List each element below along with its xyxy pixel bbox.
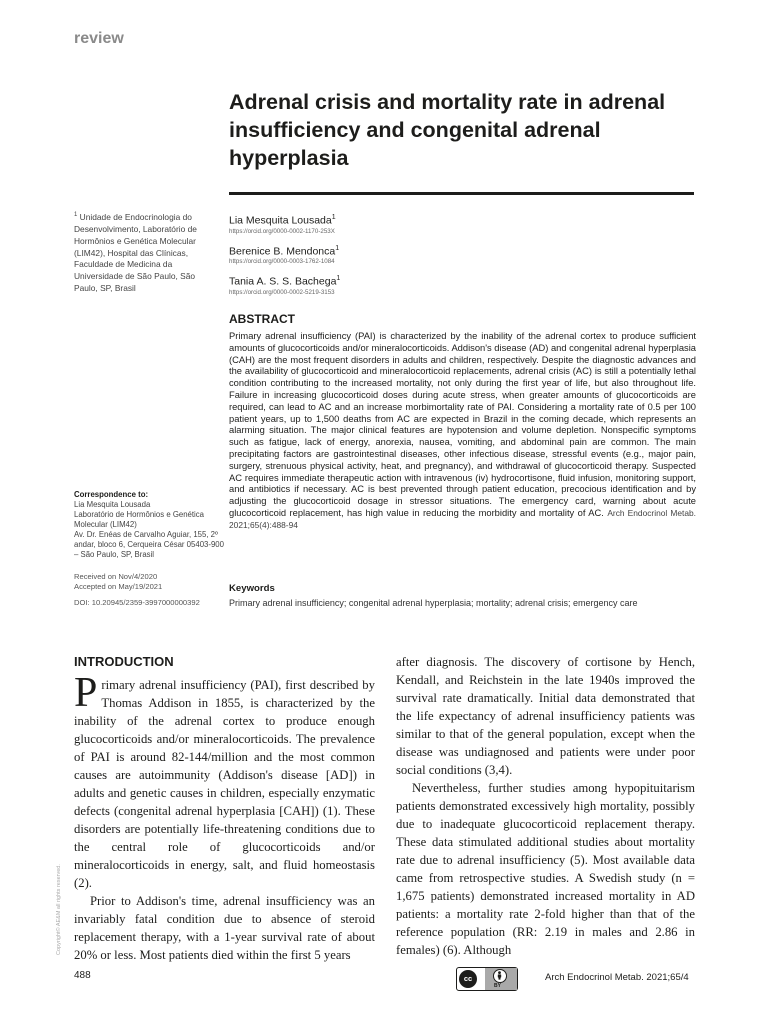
abstract-heading: ABSTRACT: [229, 312, 295, 326]
abstract-citation: Arch Endocrinol Metab. 2021;65(4):488-94: [229, 507, 696, 530]
author-name: Tania A. S. S. Bachega$^1$: [229, 275, 341, 288]
copyright-notice: Copyright© AE&M all rights reserved.: [56, 864, 62, 955]
affiliation-text: Unidade de Endocrinologia do Desenvolvimento, Laboratório de Hormônios e Genética Molecular (LIM42), Hospital das Clínicas, Faculdade de Medicina da Universidade de São Paulo, São Paulo, SP, Brasil: [74, 211, 197, 294]
author-list: [229, 211, 529, 303]
drop-cap: P: [74, 670, 98, 716]
author-orcid-link[interactable]: https://orcid.org/0000-0002-1170-253X: [229, 227, 335, 235]
title-rule: [229, 192, 694, 195]
author-item: [229, 242, 529, 267]
by-label: BY: [494, 983, 501, 989]
keywords-list: Primary adrenal insufficiency; congenital adrenal hyperplasia; mortality; adrenal crisis; emergency care: [229, 598, 638, 608]
correspondence-line: Lia Mesquita Lousada: [74, 500, 151, 509]
body-column-left: [74, 670, 375, 964]
introduction-heading: INTRODUCTION: [74, 654, 174, 669]
section-tag: review: [74, 30, 124, 47]
author-orcid-link[interactable]: https://orcid.org/0000-0003-1762-1084: [229, 258, 335, 265]
correspondence-line: Laboratório de Hormônios e Genética Molecular (LIM42): [74, 510, 205, 529]
author-name: Lia Mesquita Lousada$^1$: [229, 214, 336, 227]
author-orcid-link[interactable]: https://orcid.org/0000-0002-5219-3153: [229, 288, 335, 296]
doi-link[interactable]: DOI: 10.20945/2359-3997000000392: [74, 598, 200, 607]
intro-paragraph: Prior to Addison's time, adrenal insufficiency was an invariably fatal condition due to absence of steroid replacement therapy, with a 1-year survival rate of about 20% or less. Most patients died within the first 5 years: [74, 894, 375, 962]
author-item: [229, 211, 529, 236]
affiliation: [74, 210, 214, 295]
abstract-body: [229, 331, 696, 532]
intro-paragraph: Primary adrenal insufficiency (PAI), first described by Thomas Addison in 1855, is characterized by the inability of the adrenal cortex to produce enough glucocorticoids and/or mineralocorticoids. The prevalence of PAI is around 82-144/million and the most common causes are autoimmunity (Addison's disease [AD]) in adults and genetic causes in children, especially enzymatic defects (congenital adrenal hyperplasia [CAH]) (1). These disorders are potentially life-threatening conditions due to the central role of glucocorticoids and/or mineralocorticoids in energy, salt, and fluid homeostasis (2).: [74, 670, 375, 890]
keywords-heading: Keywords: [229, 583, 275, 594]
correspondence-block: [74, 490, 226, 560]
by-attribution-icon: [485, 968, 517, 990]
page-number: 488: [74, 970, 91, 981]
article-dates: [74, 572, 226, 592]
affiliation-sup: 1: [74, 212, 78, 218]
correspondence-heading: Correspondence to:: [74, 490, 149, 499]
journal-footer: Arch Endocrinol Metab. 2021;65/4: [545, 972, 689, 983]
person-icon: [493, 969, 507, 983]
cc-icon: cc: [459, 970, 477, 988]
abstract-text: Primary adrenal insufficiency (PAI) is characterized by the inability of the adrenal cortex to produce sufficient amounts of glucocorticoids and/or mineralocorticoids. Addison's disease (AD) and congenital adrenal hyperplasia (CAH) are the most frequent disorders in adults and children, respectively. Despite the diagnostic advances and the availability of glucocorticoid and mineralocorticoid replacements, adrenal crisis (AC) is still a potentially lethal condition contributing to the increased mortality, not only during the first year of life, but also throughout life. Failure in increasing glucocorticoid doses during acute stress, when greater amounts of glucocorticoids are required, can lead to AC and an increase morbimortality rate of PAI. Considering a mortality rate of 0.5 per 100 patient years, up to 1,500 deaths from AC are expected in Brazil in the coming decade, which represents an alarming situation. The major clinical features are hypotension and volume depletion. Nonspecific symptoms such as fatigue, lack of energy, anorexia, nausea, vomiting, and abdominal pain are common. The main precipitating factors are gastrointestinal diseases, other infectious disease, stressful events (e.g., major pain, surgery, strenuous physical activity, heat, and pregnancy), and withdrawal of glucocorticoid therapy. Suspected AC requires immediate therapeutic action with intravenous (iv) hydrocortisone, fluid infusion, monitoring support, and antibiotics if necessary. AC is best prevented through patient education, precocious identification and by adjusting the glucocorticoid dosage in stressor situations. The emergency card, warning about acute glucocorticoid replacement, has high value in reducing the morbidity and mortality of AC.: [229, 331, 696, 518]
cc-by-license-badge[interactable]: [456, 967, 518, 991]
article-title: Adrenal crisis and mortality rate in adrenal insufficiency and congenital adrenal hyperplasia: [229, 90, 666, 170]
author-name: Berenice B. Mendonca$^1$: [229, 244, 340, 257]
intro-paragraph: after diagnosis. The discovery of cortisone by Hench, Kendall, and Reichstein in the late 1940s improved the survival rate dramatically. Initial data demonstrated that the life expectancy of adrenal insufficiency patients was similar to that of the general population, except when the disease was undiagnosed and patients were under poor social conditions (3,4).: [396, 655, 695, 777]
body-column-right: [396, 653, 695, 959]
accepted-date: Accepted on May/19/2021: [74, 581, 163, 591]
correspondence-line: Av. Dr. Enéas de Carvalho Aguiar, 155, 2º andar, bloco 6, Cerqueira César 05403-900 – São Paulo, SP, Brasil: [74, 530, 224, 559]
received-date: Received on Nov/4/2020: [74, 572, 158, 581]
intro-paragraph: Nevertheless, further studies among hypopituitarism patients demonstrated excessively high mortality, possibly due to inadequate glucocorticoid replacement therapy. These data stimulated additional studies about mortality rate due to adrenal insufficiency (5). Most available data came from retrospective studies. A Swedish study (n = 1,675 patients) demonstrated increased mortality in AD patients: a mortality rate 2-fold higher than that of the reference population (RR: 2.19 in males and 2.86 in females) (6). Although: [396, 781, 695, 957]
author-item: [229, 272, 529, 297]
